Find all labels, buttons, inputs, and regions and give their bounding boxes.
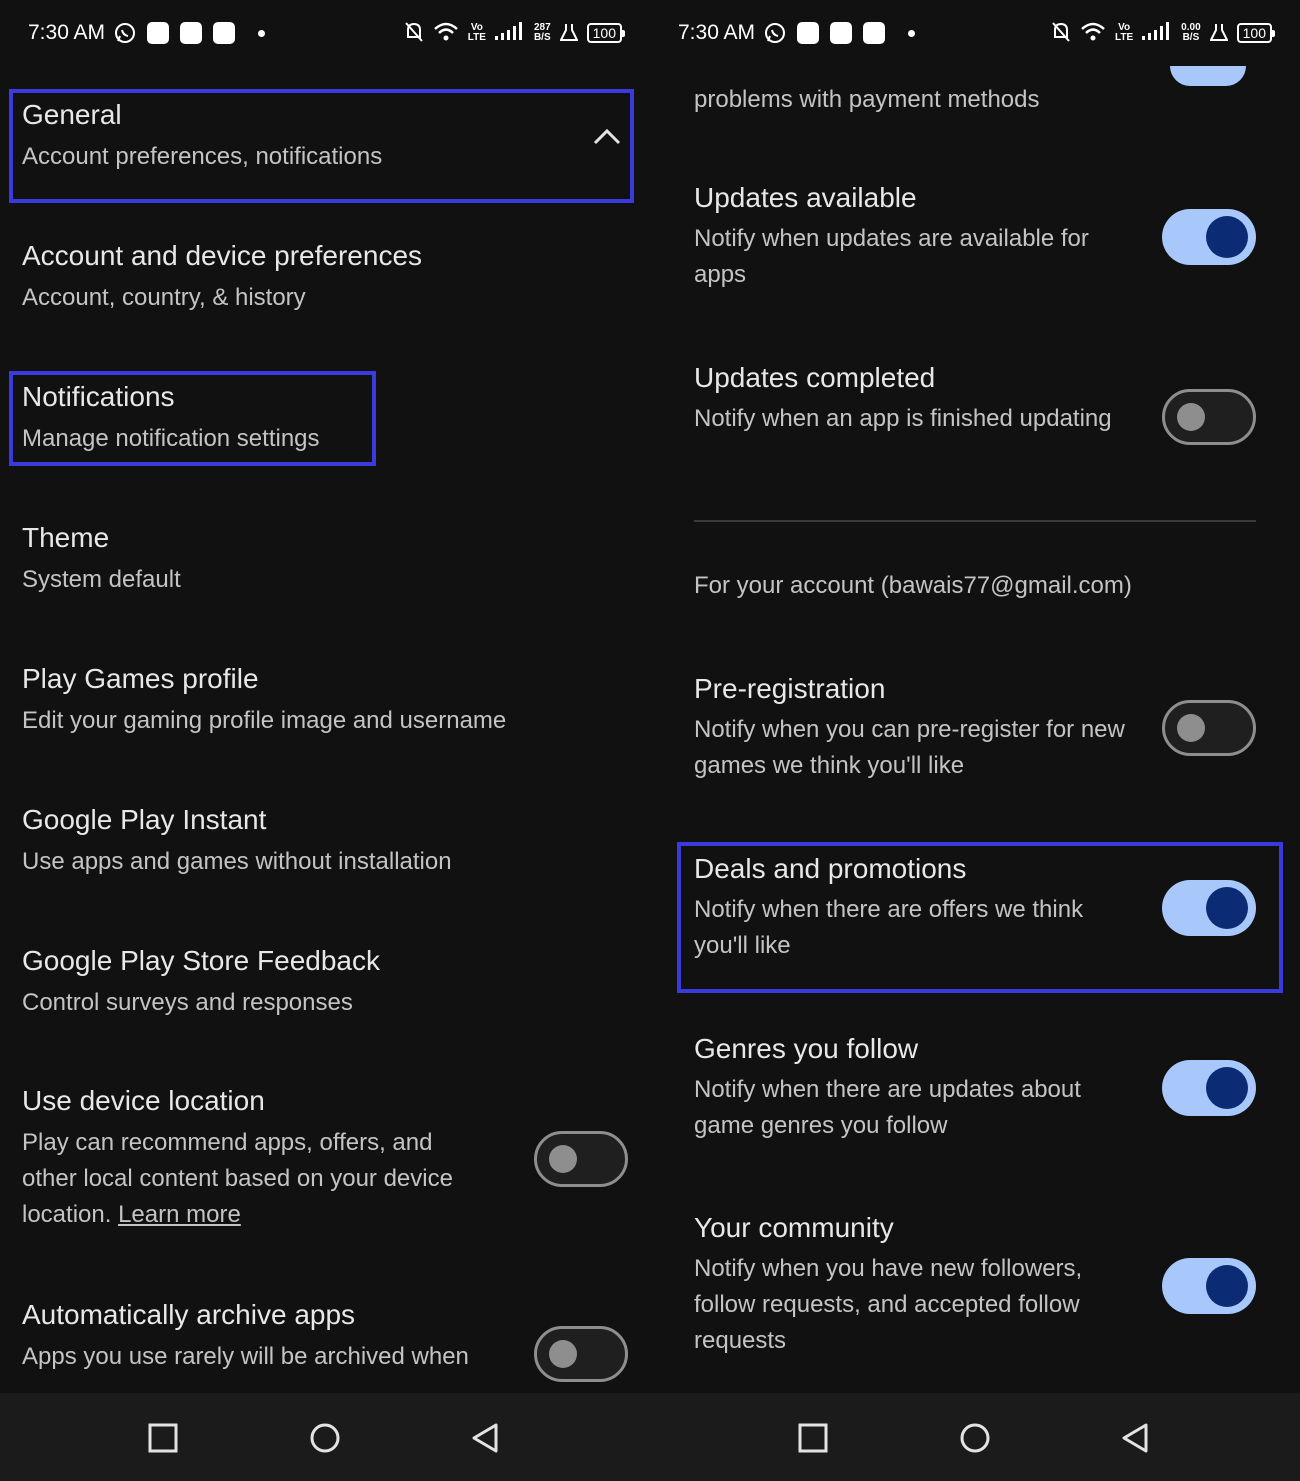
battery-indicator: 100: [587, 23, 622, 43]
highlight-notifications: [9, 371, 376, 466]
recents-square-icon[interactable]: [796, 1421, 830, 1455]
status-time: 7:30 AM: [678, 21, 756, 44]
dot-icon: [908, 30, 915, 37]
device-location-line1: Play can recommend apps, offers, and: [22, 1129, 433, 1156]
back-triangle-icon[interactable]: [468, 1421, 502, 1455]
dot-icon: [258, 30, 265, 37]
whatsapp-icon: [113, 21, 137, 45]
device-location-toggle[interactable]: [534, 1131, 628, 1187]
partial-toggle[interactable]: [1170, 66, 1246, 86]
settings-device-location[interactable]: [22, 1084, 512, 1233]
play-instant-subtitle: Use apps and games without installation: [22, 848, 452, 875]
account-device-subtitle: Account, country, & history: [22, 284, 306, 311]
community-subtitle: Notify when you have new followers, follow requests, and accepted follow requests: [694, 1255, 1083, 1354]
pre-registration-title: Pre-registration: [694, 673, 886, 704]
notif-genres[interactable]: [694, 1032, 1134, 1144]
notif-updates-completed[interactable]: [694, 361, 1134, 437]
network-speed: 287 B/S: [533, 22, 551, 43]
store-feedback-title: Google Play Store Feedback: [22, 945, 380, 976]
auto-archive-toggle[interactable]: [534, 1326, 628, 1382]
learn-more-link[interactable]: Learn more: [118, 1201, 241, 1228]
battery-indicator: 100: [1237, 23, 1272, 43]
notif-updates-available[interactable]: [694, 181, 1134, 293]
app-icon: [213, 22, 235, 44]
settings-play-games-profile[interactable]: [22, 662, 506, 739]
notif-pre-registration[interactable]: [694, 672, 1134, 784]
app-icon: [147, 22, 169, 44]
volte-icon: Vo LTE: [467, 22, 486, 43]
app-icon: [797, 22, 819, 44]
pre-registration-toggle[interactable]: [1162, 700, 1256, 756]
notif-community[interactable]: [694, 1211, 1134, 1359]
play-instant-title: Google Play Instant: [22, 804, 267, 835]
device-location-line2: other local content based on your device: [22, 1165, 453, 1192]
settings-auto-archive[interactable]: [22, 1298, 512, 1375]
network-speed: 0.00 B/S: [1181, 22, 1201, 43]
account-section-header: For your account (bawais77@gmail.com): [694, 572, 1132, 599]
settings-theme[interactable]: [22, 521, 181, 598]
payment-methods-subtitle: problems with payment methods: [694, 86, 1040, 113]
right-screen: [650, 0, 1300, 1481]
community-title: Your community: [694, 1212, 894, 1243]
toggle-knob: [1206, 1265, 1248, 1307]
updates-available-subtitle: Notify when updates are available for apps: [694, 225, 1089, 288]
wifi-icon: [1080, 21, 1106, 46]
auto-archive-title: Automatically archive apps: [22, 1299, 356, 1330]
navigation-bar: [650, 1393, 1300, 1481]
genres-subtitle: Notify when there are updates about game genres you follow: [694, 1076, 1081, 1139]
updates-completed-title: Updates completed: [694, 362, 936, 393]
updates-available-title: Updates available: [694, 182, 917, 213]
highlight-general: [9, 89, 634, 203]
device-location-title: Use device location: [22, 1085, 265, 1116]
recents-square-icon[interactable]: [146, 1421, 180, 1455]
status-bar: [650, 0, 1300, 66]
signal-icon: [495, 22, 525, 45]
store-feedback-subtitle: Control surveys and responses: [22, 989, 353, 1016]
community-toggle[interactable]: [1162, 1258, 1256, 1314]
settings-account-device[interactable]: [22, 239, 422, 316]
notifications-subtitle: Manage notification settings: [22, 425, 320, 452]
play-games-subtitle: Edit your gaming profile image and username: [22, 707, 507, 734]
deals-subtitle: Notify when there are offers we think you'll like: [694, 896, 1084, 959]
deals-title: Deals and promotions: [694, 853, 967, 884]
updates-completed-subtitle: Notify when an app is finished updating: [694, 405, 1112, 432]
account-device-title: Account and device preferences: [22, 240, 423, 271]
whatsapp-icon: [763, 21, 787, 45]
section-divider: [694, 520, 1256, 522]
theme-subtitle: System default: [22, 566, 181, 593]
app-icon: [863, 22, 885, 44]
home-circle-icon[interactable]: [308, 1421, 342, 1455]
mute-icon: [1051, 21, 1071, 46]
theme-title: Theme: [22, 522, 110, 553]
wifi-icon: [433, 21, 459, 46]
highlight-deals: [677, 842, 1283, 993]
navigation-bar: [0, 1393, 650, 1481]
device-location-line3-text: location.: [22, 1201, 112, 1228]
general-subtitle: Account preferences, notifications: [22, 143, 383, 170]
settings-play-instant[interactable]: [22, 803, 452, 880]
device-location-line3: [22, 1197, 512, 1233]
updates-completed-toggle[interactable]: [1162, 389, 1256, 445]
settings-store-feedback[interactable]: [22, 944, 380, 1021]
flask-icon: [560, 22, 578, 45]
app-icon: [180, 22, 202, 44]
toggle-knob: [1177, 714, 1205, 742]
signal-icon: [1142, 22, 1172, 45]
toggle-knob: [549, 1145, 577, 1173]
back-triangle-icon[interactable]: [1118, 1421, 1152, 1455]
toggle-knob: [1206, 1067, 1248, 1109]
toggle-knob: [1206, 216, 1248, 258]
device-location-subtitle: [22, 1125, 512, 1233]
status-bar: [0, 0, 650, 66]
updates-available-toggle[interactable]: [1162, 209, 1256, 265]
mute-icon: [404, 21, 424, 46]
flask-icon: [1210, 22, 1228, 45]
auto-archive-subtitle: Apps you use rarely will be archived when: [22, 1343, 469, 1370]
toggle-knob: [549, 1340, 577, 1368]
app-icon: [830, 22, 852, 44]
play-games-title: Play Games profile: [22, 663, 259, 694]
general-title: General: [22, 99, 122, 130]
pre-registration-subtitle: Notify when you can pre-register for new games we think you'll like: [694, 716, 1125, 779]
genres-title: Genres you follow: [694, 1033, 919, 1064]
toggle-knob: [1177, 403, 1205, 431]
home-circle-icon[interactable]: [958, 1421, 992, 1455]
volte-icon: Vo LTE: [1115, 22, 1134, 43]
status-time: 7:30 AM: [28, 21, 106, 44]
genres-toggle[interactable]: [1162, 1060, 1256, 1116]
payment-methods-partial: [694, 82, 1134, 118]
notifications-title: Notifications: [22, 381, 175, 412]
